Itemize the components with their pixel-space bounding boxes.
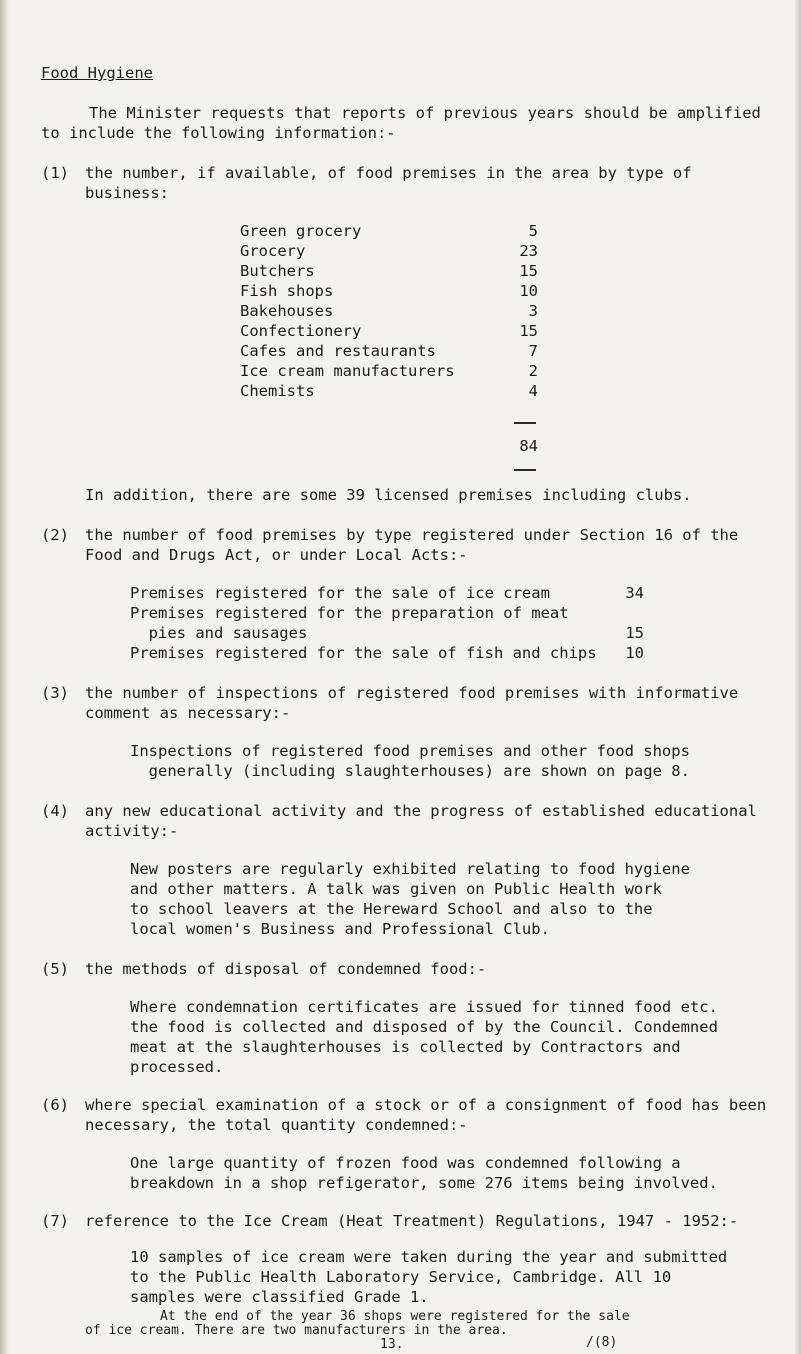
premises-type: Green grocery [240, 222, 362, 240]
item-2-line-2: Food and Drugs Act, or under Local Acts:- [85, 546, 468, 564]
item-7-number: (7) [41, 1212, 69, 1230]
premises-type: Chemists [240, 382, 315, 400]
item-6-line-2: necessary, the total quantity condemned:- [85, 1116, 468, 1134]
registered-label-cont: pies and sausages [130, 624, 308, 642]
item-5-body-2: the food is collected and disposed of by the Council. Condemned [130, 1018, 718, 1036]
premises-count: 2 [528, 362, 538, 380]
total-rule-top [514, 422, 536, 424]
registered-label: Premises registered for the sale of ice cream [130, 584, 550, 602]
item-4-body-1: New posters are regularly exhibited relating to food hygiene [130, 860, 690, 878]
premises-count: 10 [519, 282, 538, 300]
page-heading: Food Hygiene [41, 64, 153, 82]
page-number: 13. [380, 1337, 404, 1352]
registered-count: 15 [625, 624, 644, 642]
premises-count: 3 [528, 302, 538, 320]
item-2-line-1: the number of food premises by type registered under Section 16 of the [85, 526, 739, 544]
item-4-line-1: any new educational activity and the progress of established educational [85, 802, 757, 820]
premises-type: Confectionery [240, 322, 362, 340]
item-7-body-3: samples were classified Grade 1. [130, 1288, 429, 1306]
premises-type: Cafes and restaurants [240, 342, 436, 360]
item-7-line-1: reference to the Ice Cream (Heat Treatment) Regulations, 1947 - 1952:- [85, 1212, 739, 1230]
registered-label: Premises registered for the preparation of meat [130, 604, 569, 622]
item-4-body-3: to school leavers at the Hereward School and also to the [130, 900, 653, 918]
item-7-body-1: 10 samples of ice cream were taken during the year and submitted [130, 1248, 728, 1266]
total-rule-bottom [514, 469, 536, 471]
intro-line-2: to include the following information:- [41, 124, 396, 142]
closing-line-2: of ice cream. There are two manufacturers in the area. [85, 1323, 508, 1338]
item-5-body-4: processed. [130, 1058, 224, 1076]
premises-count: 23 [519, 242, 538, 260]
item-3-body-2: generally (including slaughterhouses) are shown on page 8. [130, 762, 690, 780]
item-6-number: (6) [41, 1096, 69, 1114]
item-4-body-4: local women's Business and Professional Club. [130, 920, 550, 938]
licensed-premises-note: In addition, there are some 39 licensed premises including clubs. [85, 486, 692, 504]
item-5-line-1: the methods of disposal of condemned food:- [85, 960, 487, 978]
premises-count: 7 [528, 342, 538, 360]
premises-type: Fish shops [240, 282, 334, 300]
continuation-marker: /(8) [586, 1335, 618, 1350]
item-3-line-1: the number of inspections of registered food premises with informative [85, 684, 739, 702]
premises-type: Ice cream manufacturers [240, 362, 455, 380]
item-6-body-2: breakdown in a shop refigerator, some 276 items being involved. [130, 1174, 718, 1192]
item-3-body-1: Inspections of registered food premises and other food shops [130, 742, 690, 760]
premises-type: Bakehouses [240, 302, 334, 320]
premises-count: 15 [519, 322, 538, 340]
intro-line-1: The Minister requests that reports of previous years should be amplified [89, 104, 761, 122]
registered-label: Premises registered for the sale of fish and chips [130, 644, 597, 662]
item-5-body-3: meat at the slaughterhouses is collected by Contractors and [130, 1038, 681, 1056]
premises-count: 4 [528, 382, 538, 400]
item-1-line-1: the number, if available, of food premises in the area by type of [85, 164, 692, 182]
premises-count: 5 [528, 222, 538, 240]
item-3-line-2: comment as necessary:- [85, 704, 291, 722]
item-6-body-1: One large quantity of frozen food was condemned following a [130, 1154, 681, 1172]
page-edge-shadow-right [794, 0, 801, 1354]
item-1-number: (1) [41, 164, 69, 182]
item-7-body-2: to the Public Health Laboratory Service, Cambridge. All 10 [130, 1268, 672, 1286]
item-6-line-1: where special examination of a stock or of a consignment of food has been [85, 1096, 767, 1114]
premises-total: 84 [519, 437, 538, 455]
item-1-line-2: business: [85, 184, 169, 202]
item-2-number: (2) [41, 526, 69, 544]
item-4-number: (4) [41, 802, 69, 820]
page-edge-shadow-left [0, 0, 9, 1354]
premises-count: 15 [519, 262, 538, 280]
item-4-line-2: activity:- [85, 822, 179, 840]
item-5-body-1: Where condemnation certificates are issued for tinned food etc. [130, 998, 718, 1016]
registered-count: 10 [625, 644, 644, 662]
registered-count: 34 [625, 584, 644, 602]
item-3-number: (3) [41, 684, 69, 702]
premises-type: Grocery [240, 242, 306, 260]
item-5-number: (5) [41, 960, 69, 978]
premises-type: Butchers [240, 262, 315, 280]
closing-line-1: At the end of the year 36 shops were registered for the sale [160, 1309, 630, 1324]
item-4-body-2: and other matters. A talk was given on Public Health work [130, 880, 662, 898]
